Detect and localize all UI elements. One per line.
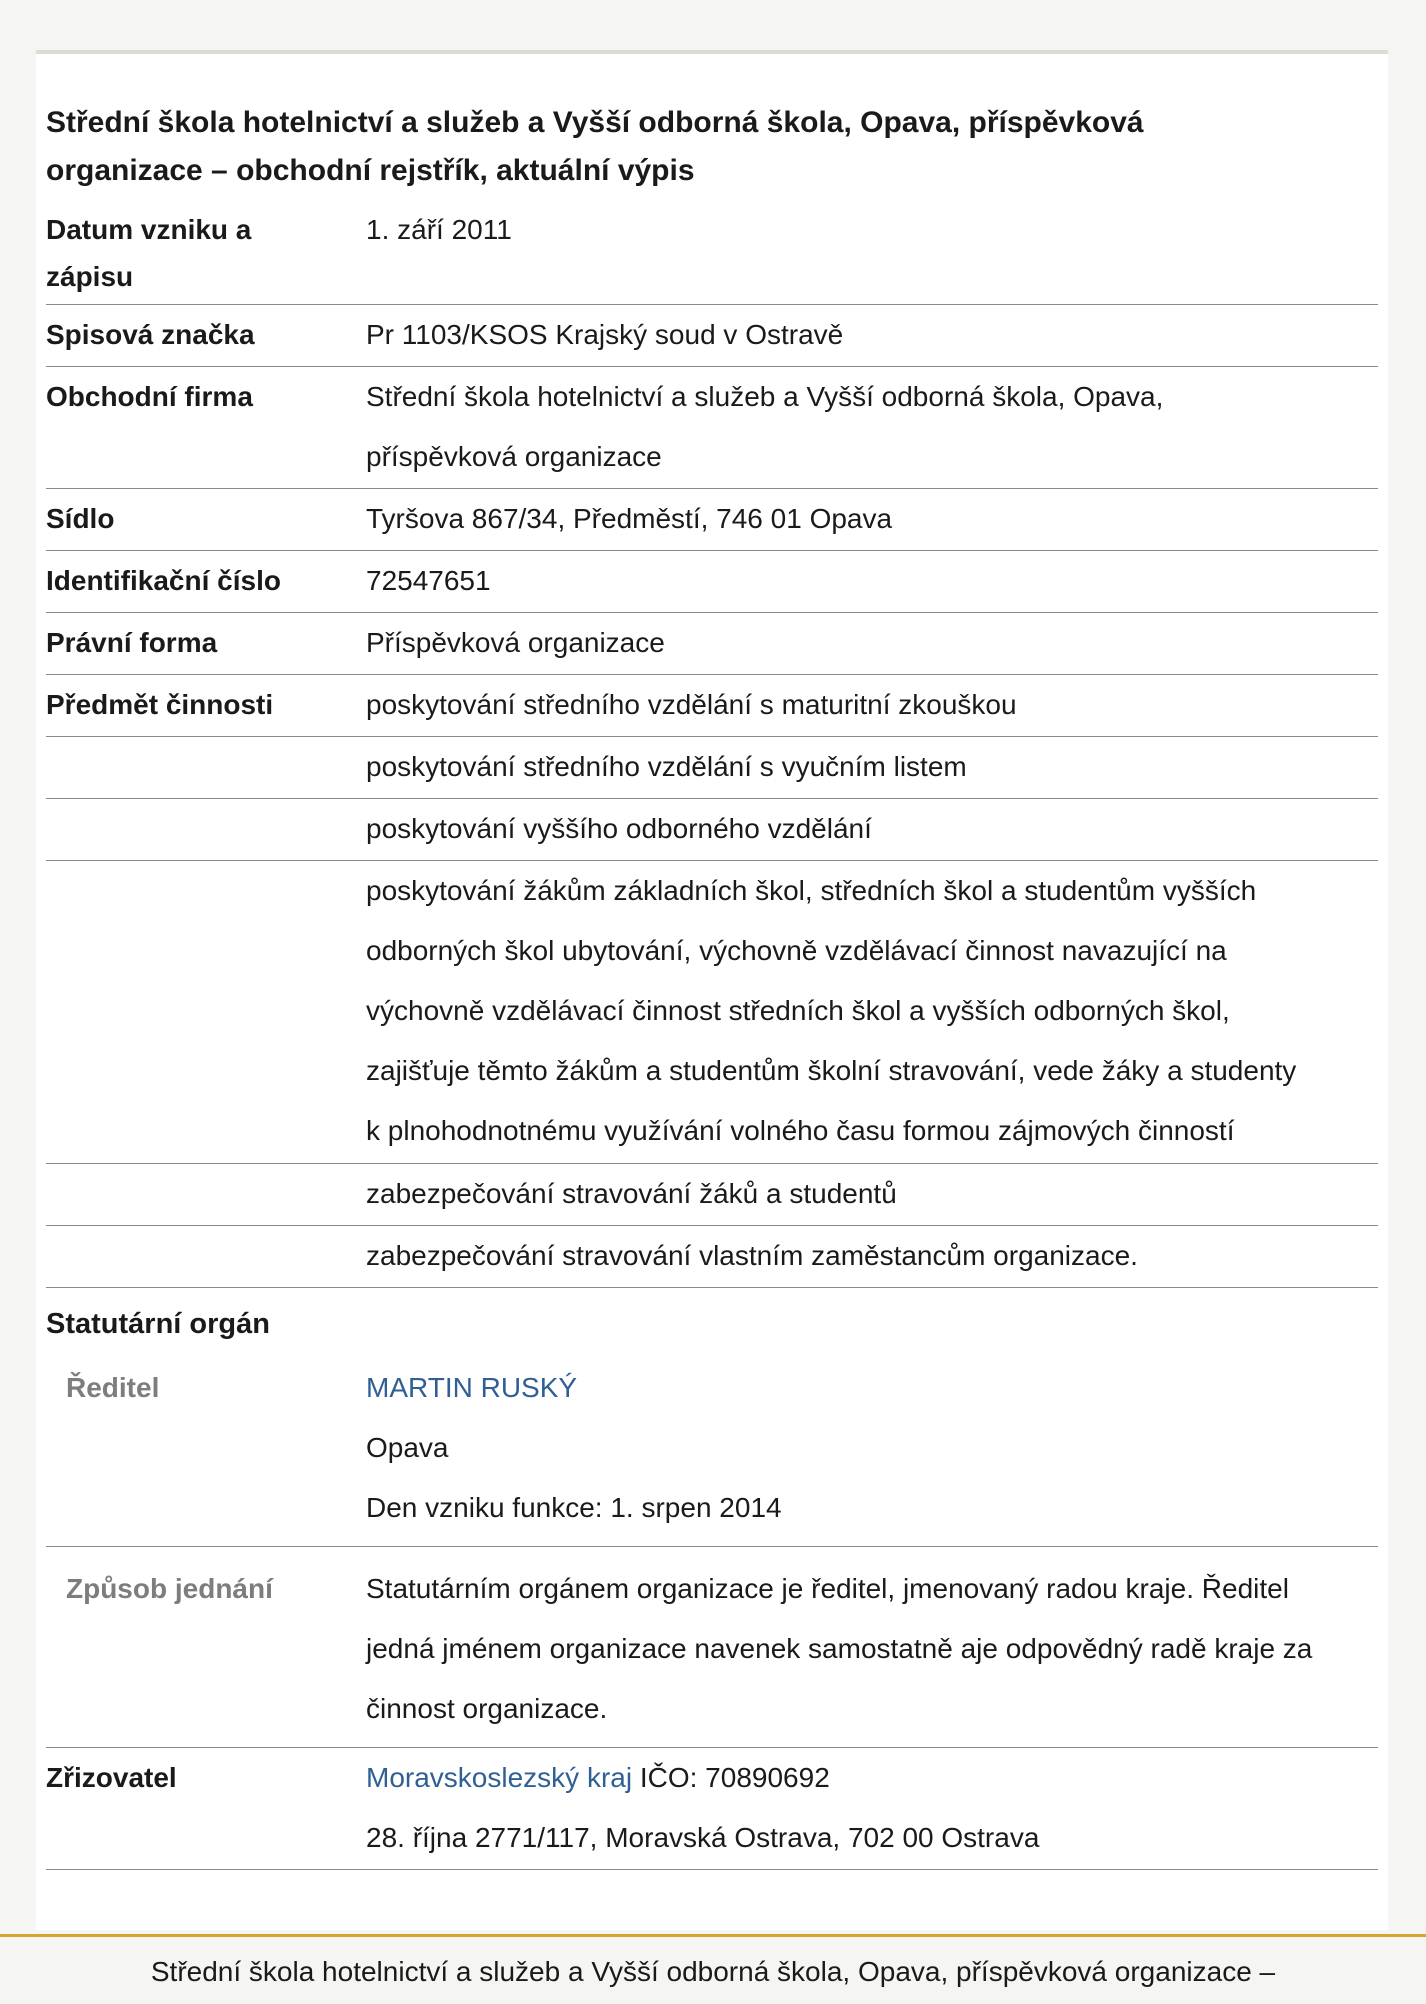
value-predmet-cinnosti-4-line-3: výchovně vzdělávací činnost středních škol a vyšších odborných škol, (366, 995, 1230, 1026)
row-datum-vzniku (46, 202, 1378, 305)
zrizovatel-ico: IČO: 70890692 (639, 1762, 830, 1793)
row-zpusob-jednani (46, 1547, 1378, 1748)
value-identifikacni-cislo: 72547651 (366, 565, 491, 596)
row-predmet-cinnosti-1 (46, 675, 1378, 737)
footer-text: Střední škola hotelnictví a služeb a Vyšší odborná škola, Opava, příspěvková organizace – (150, 1956, 1276, 1987)
value-zpusob-jednani-line-1: Statutárním orgánem organizace je ředitel, jmenovaný radou kraje. Ředitel (366, 1573, 1289, 1604)
zrizovatel-name-link[interactable]: Moravskoslezský kraj (366, 1762, 633, 1793)
value-predmet-cinnosti-3: poskytování vyššího odborného vzdělání (366, 813, 872, 844)
page-title (46, 99, 1346, 195)
label-obchodni-firma: Obchodní firma (46, 381, 253, 412)
value-reditel (366, 1358, 1376, 1538)
label-pravni-forma: Právní forma (46, 627, 218, 658)
row-identifikacni-cislo (46, 551, 1378, 613)
value-spisova-znacka: Pr 1103/KSOS Krajský soud v Ostravě (366, 319, 844, 350)
label-datum-vzniku (46, 206, 251, 300)
reditel-city: Opava (366, 1432, 449, 1463)
value-predmet-cinnosti-4-line-1: poskytování žákům základních škol, středních škol a studentům vyšších (366, 875, 1257, 906)
value-zpusob-jednani-line-2: jedná jménem organizace navenek samostatně aje odpovědný radě kraje za (366, 1633, 1313, 1664)
heading-statutarni-organ: Statutární orgán (46, 1308, 270, 1340)
label-reditel: Ředitel (66, 1372, 160, 1403)
value-predmet-cinnosti-4-line-5: k plnohodnotnému využívání volného času formou zájmových činností (366, 1115, 1235, 1146)
section-statutarni-organ (46, 1294, 1378, 1358)
value-zpusob-jednani-line-3: činnost organizace. (366, 1693, 608, 1724)
row-predmet-cinnosti-5 (46, 1164, 1378, 1226)
reditel-since: Den vzniku funkce: 1. srpen 2014 (366, 1492, 782, 1523)
reditel-name-link[interactable]: MARTIN RUSKÝ (366, 1372, 578, 1403)
row-sidlo (46, 489, 1378, 551)
row-reditel (46, 1358, 1378, 1547)
zrizovatel-address: 28. října 2771/117, Moravská Ostrava, 702 00 Ostrava (366, 1822, 1040, 1853)
label-zrizovatel: Zřizovatel (46, 1762, 177, 1793)
label-datum-vzniku-line-1: Datum vzniku a (46, 214, 252, 245)
value-predmet-cinnosti-6: zabezpečování stravování vlastním zaměstancům organizace. (366, 1240, 1138, 1271)
page-title-line-2: organizace – obchodní rejstřík, aktuální výpis (46, 154, 695, 187)
value-predmet-cinnosti-2: poskytování středního vzdělání s vyučním listem (366, 751, 967, 782)
zrizovatel-line-1 (366, 1748, 1376, 1808)
row-predmet-cinnosti-6 (46, 1226, 1378, 1288)
row-obchodni-firma (46, 367, 1378, 489)
row-spisova-znacka (46, 305, 1378, 367)
row-predmet-cinnosti-2 (46, 737, 1378, 799)
label-zpusob-jednani: Způsob jednání (66, 1573, 273, 1604)
value-pravni-forma: Příspěvková organizace (366, 627, 665, 658)
value-obchodni-firma-line-1: Střední škola hotelnictví a služeb a Vyšší odborná škola, Opava, (366, 381, 1164, 412)
label-spisova-znacka: Spisová značka (46, 319, 255, 350)
value-predmet-cinnosti-4-line-4: zajišťuje těmto žákům a studentům školní stravování, vede žáky a studenty (366, 1055, 1297, 1086)
value-datum-vzniku: 1. září 2011 (366, 214, 512, 245)
page-title-line-1: Střední škola hotelnictví a služeb a Vyšší odborná škola, Opava, příspěvková (46, 106, 1144, 139)
row-predmet-cinnosti-4 (46, 861, 1378, 1164)
register-extract-card (36, 50, 1388, 1930)
value-sidlo: Tyršova 867/34, Předměstí, 746 01 Opava (366, 503, 893, 534)
label-sidlo: Sídlo (46, 503, 115, 534)
row-pravni-forma (46, 613, 1378, 675)
value-predmet-cinnosti-1: poskytování středního vzdělání s maturitní zkouškou (366, 689, 1017, 720)
value-obchodni-firma (366, 367, 1376, 487)
row-predmet-cinnosti-3 (46, 799, 1378, 861)
label-datum-vzniku-line-2: zápisu (46, 261, 134, 292)
value-predmet-cinnosti-4-line-2: odborných škol ubytování, výchovně vzdělávací činnost navazující na (366, 935, 1227, 966)
footer-divider (0, 1934, 1426, 1937)
value-zpusob-jednani (366, 1559, 1376, 1739)
label-identifikacni-cislo: Identifikační číslo (46, 565, 281, 596)
value-predmet-cinnosti-5: zabezpečování stravování žáků a studentů (366, 1178, 897, 1209)
value-predmet-cinnosti-4 (366, 861, 1376, 1161)
value-obchodni-firma-line-2: příspěvková organizace (366, 441, 662, 472)
value-zrizovatel (366, 1748, 1376, 1868)
row-zrizovatel (46, 1748, 1378, 1870)
label-predmet-cinnosti: Předmět činnosti (46, 689, 274, 720)
